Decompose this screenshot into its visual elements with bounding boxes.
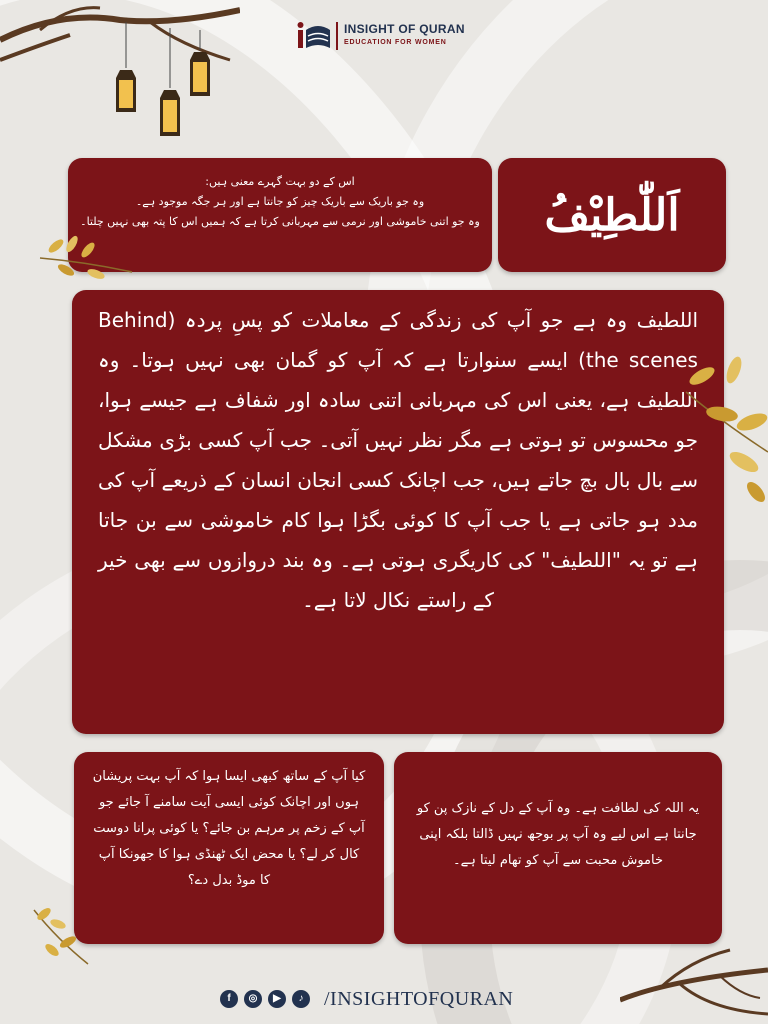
meaning-line-1: وہ جو باریک سے باریک چیز کو جانتا ہے اور ہر جگہ موجود ہے۔: [135, 195, 425, 208]
youtube-icon[interactable]: ▶: [268, 990, 286, 1008]
lantern-icon: [116, 70, 136, 112]
divine-gentleness-card: [394, 752, 722, 944]
meanings-heading: اس کے دو بہت گہرے معنی ہیں:: [205, 175, 355, 188]
facebook-icon[interactable]: f: [220, 990, 238, 1008]
reflection-question-card: [74, 752, 384, 944]
brand-name: INSIGHT OF QURAN: [344, 22, 465, 36]
tiktok-icon[interactable]: ♪: [292, 990, 310, 1008]
gold-leaves-icon: [28, 900, 98, 970]
lantern-icon: [160, 90, 180, 136]
brand-tagline: EDUCATION FOR WOMEN: [344, 39, 447, 46]
brand-logo-icon: [296, 20, 332, 52]
lantern-icon: [190, 52, 210, 96]
instagram-icon[interactable]: ◎: [244, 990, 262, 1008]
logo-divider: [336, 22, 338, 50]
meaning-line-2: وہ جو اتنی خاموشی اور نرمی سے مہربانی کرتا ہے کہ ہمیں اس کا پتہ بھی نہیں چلتا۔: [80, 215, 480, 228]
divine-gentleness-text: یہ اللہ کی لطافت ہے۔ وہ آپ کے دل کے نازک پن کو جانتا ہے اس لیے وہ آپ پر بوجھ نہیں ڈالتا بلکہ اپنی خاموش محبت سے آپ کو تھام لیتا ہے۔: [416, 801, 700, 868]
page-title: اَللّٰطِيْفُ: [544, 189, 680, 241]
social-handle[interactable]: /INSIGHTOFQURAN: [324, 988, 514, 1010]
reflection-question-text: کیا آپ کے ساتھ کبھی ایسا ہوا کہ آپ بہت پریشان ہوں اور اچانک کوئی ایسی آیت سامنے آ جائے جو آپ کے زخم پر مرہم بن جائے؟ یا کوئی پرانا دوست کال کر لے؟ یا محض ایک ٹھنڈی ہوا کا جھونکا آپ کا موڈ بدل دے؟: [92, 769, 366, 888]
social-footer: [0, 988, 768, 1016]
main-description-text: اللطیف وہ ہے جو آپ کی زندگی کے معاملات کو پسِ پردہ (Behind the scenes) ایسے سنوارتا ہے کہ آپ کو گمان بھی نہیں ہوتا۔ وہ اللطیف ہے، یعنی اس کی مہربانی اتنی سادہ اور شفاف ہے جیسے ہوا، جو محسوس تو ہوتی ہے مگر نظر نہیں آتی۔ جب آپ کسی بڑی مشکل سے بال بال بچ جاتے ہیں، جب اچانک کسی انجان انسان کے ذریعے آپ کی مدد ہو جاتی ہے یا جب آپ کا کوئی بگڑا ہوا کام خاموشی سے بن جاتا ہے تو یہ "اللطیف" کی کاریگری ہوتی ہے۔ وہ بند دروازوں سے بھی خیر کے راستے نکال لاتا ہے۔: [98, 308, 698, 612]
gold-leaves-icon: [36, 228, 136, 288]
title-card: [498, 158, 726, 272]
brand-header: [0, 18, 768, 58]
gold-leaves-icon: [682, 352, 768, 512]
main-description-card: [72, 290, 724, 734]
